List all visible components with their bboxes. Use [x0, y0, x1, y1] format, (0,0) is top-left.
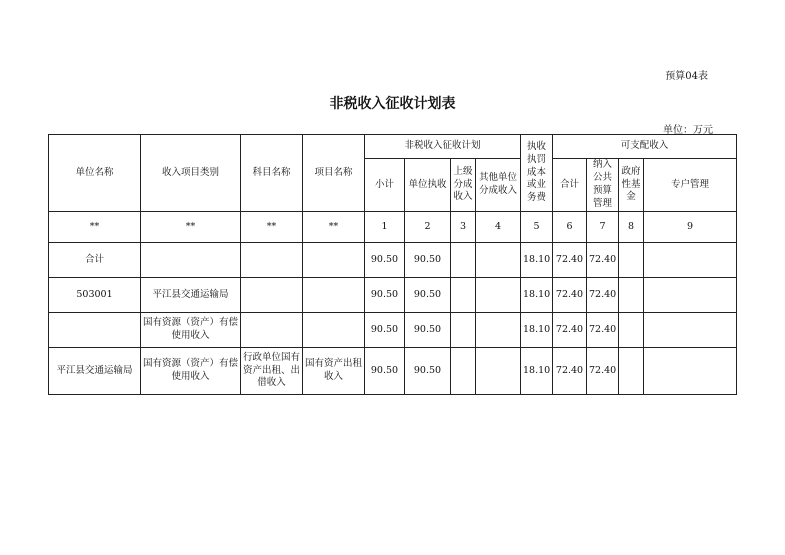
- cell-upper-share: [451, 278, 476, 313]
- non-tax-income-table: [48, 134, 737, 395]
- cell-category: 国有资源（资产）有偿使用收入: [141, 313, 241, 348]
- cell-total: 72.40: [553, 313, 587, 348]
- header-item-name: 项目名称: [303, 135, 365, 212]
- cell-gov-fund: [619, 243, 644, 278]
- header-enforcement-cost: 执收执罚成本或业务费: [521, 135, 553, 212]
- cell-dept: [49, 313, 141, 348]
- cell-category: 平江县交通运输局: [141, 278, 241, 313]
- cell-public-budget: 72.40: [587, 348, 619, 395]
- cell-subject: 行政单位国有资产出租、出借收入: [241, 348, 303, 395]
- header-total: 合计: [553, 159, 587, 212]
- page-title: 非税收入征收计划表: [329, 96, 456, 112]
- cell-upper-share: [451, 243, 476, 278]
- header-special-account: 专户管理: [644, 159, 737, 212]
- cell-public-budget: 72.40: [587, 243, 619, 278]
- cell-enforcement-cost: 18.10: [521, 243, 553, 278]
- cell-item: 国有资产出租收入: [303, 348, 365, 395]
- table-row: [49, 348, 737, 395]
- header-public-budget: 纳入公共预算管理: [587, 159, 619, 212]
- cell-public-budget: 72.40: [587, 313, 619, 348]
- cell-total: 72.40: [553, 278, 587, 313]
- index-cell: 6: [553, 212, 587, 243]
- index-cell: 5: [521, 212, 553, 243]
- cell-subject: [241, 313, 303, 348]
- cell-other-share: [476, 278, 521, 313]
- cell-subtotal: 90.50: [365, 243, 405, 278]
- table-number-label: 预算04表: [665, 71, 708, 82]
- cell-enforcement-cost: 18.10: [521, 348, 553, 395]
- cell-special-account: [644, 278, 737, 313]
- index-cell: 1: [365, 212, 405, 243]
- cell-self-collect: 90.50: [405, 243, 451, 278]
- cell-public-budget: 72.40: [587, 278, 619, 313]
- index-cell: 9: [644, 212, 737, 243]
- cell-self-collect: 90.50: [405, 278, 451, 313]
- index-cell: 8: [619, 212, 644, 243]
- header-subtotal: 小计: [365, 159, 405, 212]
- cell-subtotal: 90.50: [365, 348, 405, 395]
- table-row: [49, 278, 737, 313]
- index-cell: 2: [405, 212, 451, 243]
- header-plan-group: 非税收入征收计划: [365, 135, 521, 159]
- table-row: [49, 243, 737, 278]
- cell-subtotal: 90.50: [365, 313, 405, 348]
- cell-other-share: [476, 243, 521, 278]
- index-cell: 3: [451, 212, 476, 243]
- cell-category: 国有资源（资产）有偿使用收入: [141, 348, 241, 395]
- header-other-share: 其他单位分成收入: [476, 159, 521, 212]
- cell-special-account: [644, 348, 737, 395]
- cell-category: [141, 243, 241, 278]
- index-cell: **: [49, 212, 141, 243]
- header-subject-name: 科目名称: [241, 135, 303, 212]
- header-income-category: 收入项目类别: [141, 135, 241, 212]
- unit-label: 单位：万元: [663, 125, 713, 136]
- header-dept-name: 单位名称: [49, 135, 141, 212]
- cell-dept: 503001: [49, 278, 141, 313]
- header-self-collect: 单位执收: [405, 159, 451, 212]
- cell-self-collect: 90.50: [405, 348, 451, 395]
- cell-dept: 合计: [49, 243, 141, 278]
- index-cell: 4: [476, 212, 521, 243]
- table-row: [49, 313, 737, 348]
- cell-gov-fund: [619, 313, 644, 348]
- cell-enforcement-cost: 18.10: [521, 278, 553, 313]
- header-gov-fund: 政府性基金: [619, 159, 644, 212]
- cell-subject: [241, 243, 303, 278]
- cell-item: [303, 313, 365, 348]
- index-row: [49, 212, 737, 243]
- header-disposable-group: 可支配收入: [553, 135, 737, 159]
- cell-special-account: [644, 313, 737, 348]
- cell-dept: 平江县交通运输局: [49, 348, 141, 395]
- index-cell: **: [241, 212, 303, 243]
- header-upper-share: 上级分成收入: [451, 159, 476, 212]
- cell-gov-fund: [619, 278, 644, 313]
- cell-item: [303, 278, 365, 313]
- cell-enforcement-cost: 18.10: [521, 313, 553, 348]
- cell-subtotal: 90.50: [365, 278, 405, 313]
- index-cell: **: [303, 212, 365, 243]
- cell-self-collect: 90.50: [405, 313, 451, 348]
- cell-total: 72.40: [553, 243, 587, 278]
- index-cell: 7: [587, 212, 619, 243]
- cell-upper-share: [451, 313, 476, 348]
- cell-other-share: [476, 313, 521, 348]
- index-cell: **: [141, 212, 241, 243]
- cell-total: 72.40: [553, 348, 587, 395]
- cell-gov-fund: [619, 348, 644, 395]
- cell-subject: [241, 278, 303, 313]
- cell-item: [303, 243, 365, 278]
- cell-other-share: [476, 348, 521, 395]
- cell-special-account: [644, 243, 737, 278]
- cell-upper-share: [451, 348, 476, 395]
